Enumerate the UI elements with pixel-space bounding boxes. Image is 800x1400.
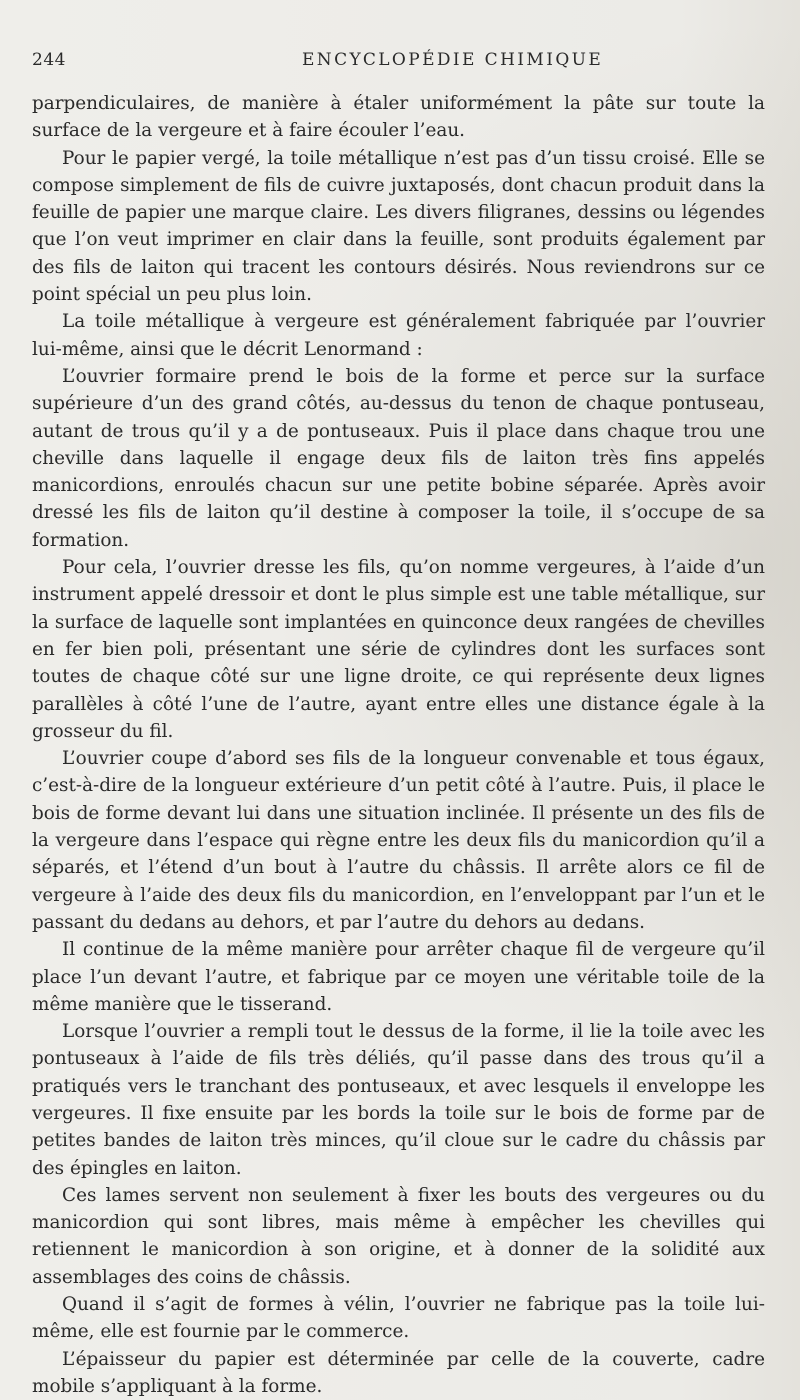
paragraph: L’ouvrier formaire prend le bois de la forme et perce sur la surface supérieure d’un des grand côtés, au-dessus du tenon de chaque pontuseau, autant de trous qu’il y a de pontuseaux. Puis il place dans chaque trou une cheville dans laquelle il engage deux fils de laiton très fins appelés manicordions, enroulés chacun sur une petite bobine séparée. Après avoir dressé les fils de laiton qu’il destine à composer la toile, il s’occupe de sa formation. [32, 365, 765, 551]
page-number: 244 [32, 50, 66, 70]
paragraph: L’ouvrier coupe d’abord ses fils de la longueur convenable et tous égaux, c’est-à-dire de la longueur extérieure d’un petit côté à l’autre. Puis, il place le bois de forme devant lui dans une situation inclinée. Il présente un des fils de la vergeure dans l’espace qui règne entre les deux fils du manicordion qu’il a séparés, et l’étend d’un bout à l’autre du châssis. Il arrête alors ce fil de vergeure à l’aide des deux fils du manicordion, en l’enveloppant par l’un et le passant du dedans au dehors, et par l’autre du dehors au dedans. [32, 748, 765, 933]
paragraph: Quand il s’agit de formes à vélin, l’ouvrier ne fabrique pas la toile lui-même, elle est fournie par le commerce. [32, 1294, 765, 1343]
body-text [32, 90, 765, 1400]
running-title: ENCYCLOPÉDIE CHIMIQUE [302, 50, 604, 70]
paragraph: parpendiculaires, de manière à étaler uniformément la pâte sur toute la surface de la vergeure et à faire écouler l’eau. [32, 93, 765, 142]
paragraph: L’épaisseur du papier est déterminée par celle de la couverte, cadre mobile s’appliquant à la forme. [32, 1348, 765, 1397]
paragraph: Ces lames servent non seulement à fixer les bouts des vergeures ou du manicordion qui sont libres, mais même à empêcher les chevilles qui retiennent le manicordion à son origine, et à donner de la solidité aux assemblages des coins de châssis. [32, 1184, 765, 1288]
page-header [32, 50, 768, 78]
paragraph: Pour le papier vergé, la toile métallique n’est pas d’un tissu croisé. Elle se compose simplement de fils de cuivre juxtaposés, dont chacun produit dans la feuille de papier une marque claire. Les divers filigranes, dessins ou légendes que l’on veut imprimer en clair dans la feuille, sont produits également par des fils de laiton qui tracent les contours désirés. Nous reviendrons sur ce point spécial un peu plus loin. [32, 147, 765, 306]
paragraph: Pour cela, l’ouvrier dresse les fils, qu’on nomme vergeures, à l’aide d’un instrument appelé dressoir et dont le plus simple est une table métallique, sur la surface de laquelle sont implantées en quinconce deux rangées de chevilles en fer bien poli, présentant une série de cylindres dont les surfaces sont toutes de chaque côté sur une ligne droite, ce qui représente deux lignes parallèles à côté l’une de l’autre, ayant entre elles une distance égale à la grosseur du fil. [32, 557, 765, 742]
paragraph: La toile métallique à vergeure est généralement fabriquée par l’ouvrier lui-même, ainsi que le décrit Lenormand : [32, 311, 765, 360]
paragraph: Il continue de la même manière pour arrêter chaque fil de vergeure qu’il place l’un devant l’autre, et fabrique par ce moyen une véritable toile de la même manière que le tisserand. [32, 939, 765, 1015]
paragraph: Lorsque l’ouvrier a rempli tout le dessus de la forme, il lie la toile avec les pontuseaux à l’aide de fils très déliés, qu’il passe dans des trous qu’il a pratiqués vers le tranchant des pontuseaux, et avec lesquels il enveloppe les vergeures. Il fixe ensuite par les bords la toile sur le bois de forme par de petites bandes de laiton très minces, qu’il cloue sur le cadre du châssis par des épingles en laiton. [32, 1021, 765, 1179]
